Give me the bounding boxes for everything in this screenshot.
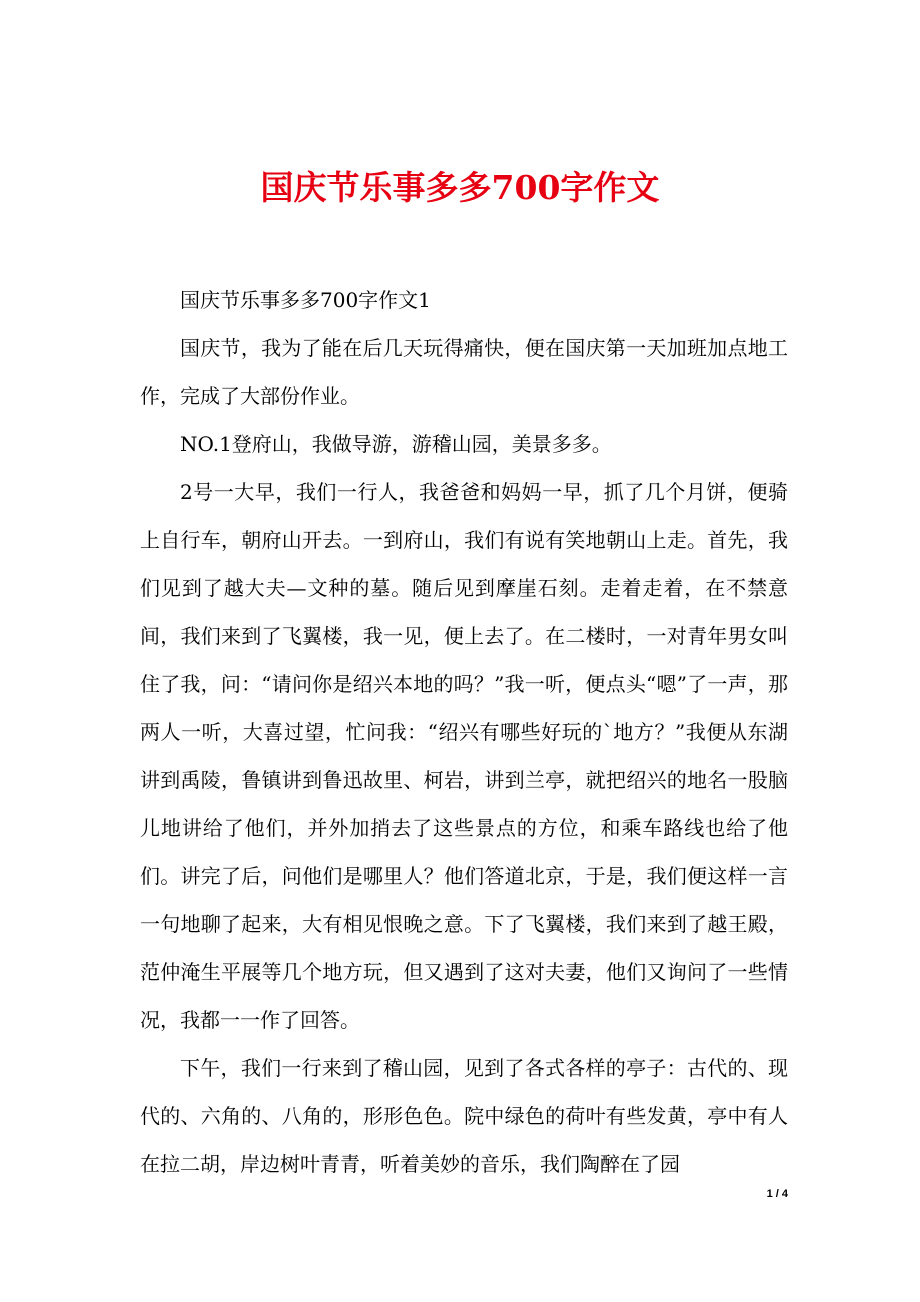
paragraph: 国庆节，我为了能在后几天玩得痛快，便在国庆第一天加班加点地工作，完成了大部份作业。: [140, 336, 788, 408]
page-number: 1 / 4: [766, 1188, 788, 1200]
paragraph-heading: 国庆节乐事多多700字作文1: [180, 288, 431, 312]
paragraph: 2号一大早，我们一行人，我爸爸和妈妈一早，抓了几个月饼，便骑上自行车，朝府山开去。一到府山，我们有说有笑地朝山上走。首先，我们见到了越大夫—文种的墓。随后见到摩崖石刻。走着走着，在不禁意间，我们来到了飞翼楼，我一见，便上去了。在二楼时，一对青年男女叫住了我，问：“请问你是绍兴本地的吗？”我一听，便点头“嗯”了一声，那两人一听，大喜过望，忙问我：“绍兴有哪些好玩的`地方？”我便从东湖讲到禹陵，鲁镇讲到鲁迅故里、柯岩，讲到兰亭，就把绍兴的地名一股脑儿地讲给了他们，并外加捎去了这些景点的方位，和乘车路线也给了他们。讲完了后，问他们是哪里人？他们答道北京，于是，我们便这样一言一句地聊了起来，大有相见恨晚之意。下了飞翼楼，我们来到了越王殿，范仲淹生平展等几个地方玩，但又遇到了这对夫妻，他们又询问了一些情况，我都一一作了回答。: [140, 480, 788, 1032]
paragraph: NO.1登府山，我做导游，游稽山园，美景多多。: [180, 432, 612, 456]
document-body: [140, 276, 788, 1188]
paragraph: 下午，我们一行来到了稽山园，见到了各式各样的亭子：古代的、现代的、六角的、八角的，形形色色。院中绿色的荷叶有些发黄，亭中有人在拉二胡，岸边树叶青青，听着美妙的音乐，我们陶醉在了园: [140, 1056, 788, 1176]
document-title: 国庆节乐事多多700字作文: [260, 168, 660, 208]
